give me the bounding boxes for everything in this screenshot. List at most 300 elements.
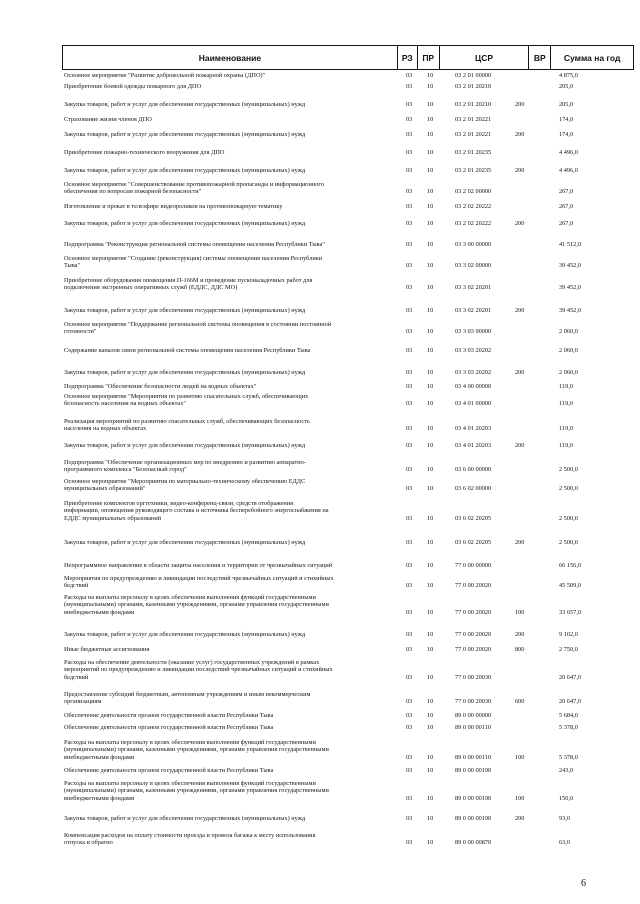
row-name [64,780,394,802]
row-name-line: подключения экстренных оперативных служб (ЕДДС, ДДС МО) [64,284,238,292]
row-csr: 03 3 03 20202 [455,347,492,354]
row-csr: 03 2 01 20221 [455,131,492,138]
row-rz: 03 [406,369,413,376]
table-row [62,418,634,433]
row-name [64,500,394,522]
row-rz: 03 [406,646,413,653]
row-sum: 267,0 [559,220,574,227]
row-name [64,646,394,653]
row-sum: 2 500,0 [559,466,578,474]
row-sum: 63,0 [559,839,571,847]
row-sum: 9 102,0 [559,631,578,638]
row-vr: 800 [515,646,525,653]
row-name-line: Закупка товаров, работ и услуг для обеспечения государственных (муниципальных) нужд [64,167,306,174]
row-rz: 03 [406,383,413,390]
row-pr: 10 [427,485,434,493]
table-row [62,203,634,210]
row-pr: 10 [427,262,434,270]
row-rz: 03 [406,673,413,681]
table-row [62,724,634,731]
row-name [64,539,394,546]
row-name [64,832,394,847]
row-csr: 03 4 00 00000 [455,383,492,390]
row-csr: 03 2 02 20222 [455,220,492,227]
row-rz: 03 [406,116,413,123]
row-name [64,631,394,638]
row-sum: 2 500,0 [559,539,578,546]
table-row [62,181,634,196]
table-row [62,307,634,314]
row-rz: 03 [406,794,413,802]
table-row [62,347,634,354]
row-name [64,131,394,138]
row-rz: 03 [406,442,413,449]
row-pr: 10 [427,188,434,196]
row-name [64,181,394,196]
row-csr: 03 6 00 00000 [455,466,492,474]
row-csr: 03 2 02 00000 [455,188,492,196]
row-csr: 03 4 01 00000 [455,400,492,408]
row-name [64,594,394,616]
row-pr: 10 [427,767,434,774]
header-name: Наименование [63,46,398,69]
row-name-line: Основное мероприятие "Развитие добровольной пожарной охраны (ДПО)" [64,72,266,79]
row-rz: 03 [406,608,413,616]
row-name [64,659,394,681]
row-name-line: Обеспечение деятельности органов государственной власти Республики Тыва [64,724,274,731]
row-sum: 119,0 [559,425,573,433]
table-row [62,459,634,474]
row-pr: 10 [427,307,434,314]
row-sum: 41 512,0 [559,241,582,248]
row-rz: 03 [406,582,413,590]
row-vr: 200 [515,369,525,376]
row-name [64,72,394,79]
row-csr: 03 3 03 00000 [455,328,492,336]
row-pr: 10 [427,582,434,590]
table-row [62,815,634,822]
row-pr: 10 [427,347,434,354]
row-name [64,691,394,706]
row-pr: 10 [427,514,434,522]
row-pr: 10 [427,131,434,138]
row-name [64,459,394,474]
row-name [64,149,394,156]
row-name-line: бедствий [64,582,89,590]
row-rz: 03 [406,425,413,433]
row-pr: 10 [427,101,434,108]
row-name [64,575,394,590]
row-sum: 33 657,0 [559,608,582,616]
row-name-line: Приобретение пожарно-технического вооружения для ДПО [64,149,225,156]
row-csr: 89 0 00 00110 [455,724,491,731]
row-pr: 10 [427,328,434,336]
row-name-line: Основное мероприятие "Поддержание региональной системы оповещения в состоянии постоянной [64,321,332,328]
row-name [64,369,394,376]
row-csr: 89 0 00 00870 [455,839,492,847]
row-sum: 20 647,0 [559,673,582,681]
row-rz: 03 [406,83,413,90]
row-name-line: (муниципальными) органами, казенными учреждениями, органами управления государственными [64,601,329,609]
row-rz: 03 [406,328,413,336]
row-rz: 03 [406,241,413,248]
row-csr: 03 4 01 20203 [455,442,492,449]
row-rz: 03 [406,101,413,108]
row-name-line: населения на водных объектах [64,425,147,433]
row-csr: 77 0 00 20020 [455,608,492,616]
row-csr: 77 0 00 00000 [455,562,492,569]
row-name-line: Компенсация расходов на оплату стоимости проезда и провоза багажа к месту использования [64,832,316,839]
row-name-line: муниципальных образований" [64,485,146,493]
table-row [62,101,634,108]
row-name-line: Закупка товаров, работ и услуг для обеспечения государственных (муниципальных) нужд [64,631,306,638]
row-rz: 03 [406,220,413,227]
table-row [62,383,634,390]
row-name-line: готовности" [64,328,97,336]
row-name [64,321,394,336]
row-rz: 03 [406,562,413,569]
row-sum: 5 378,0 [559,724,578,731]
row-name-line: Расходы на выплаты персоналу в целях обеспечения выполнения функций государственными [64,780,316,787]
row-name-line: Закупка товаров, работ и услуг для обеспечения государственных (муниципальных) нужд [64,539,306,546]
row-name-line: Обеспечение деятельности органов государственной власти Республики Тыва [64,767,274,774]
row-name [64,739,394,761]
row-csr: 03 2 02 20222 [455,203,492,210]
row-name-line: Закупка товаров, работ и услуг для обеспечения государственных (муниципальных) нужд [64,815,306,822]
row-pr: 10 [427,383,434,390]
row-vr: 600 [515,698,525,706]
row-name-line: внебюджетными фондами [64,608,135,616]
row-name-line: внебюджетными фондами [64,794,135,802]
row-name [64,347,394,354]
row-sum: 2 500,0 [559,514,578,522]
row-name [64,712,394,719]
row-pr: 10 [427,220,434,227]
row-sum: 205,0 [559,101,574,108]
row-csr: 89 0 00 00190 [455,794,492,802]
table-header [62,45,634,70]
row-rz: 03 [406,631,413,638]
table-row [62,562,634,569]
row-vr: 100 [515,794,525,802]
row-csr: 03 3 03 20202 [455,369,492,376]
row-sum: 2 750,0 [559,646,578,653]
row-name [64,383,394,390]
row-csr: 03 6 02 20205 [455,514,492,522]
row-name [64,220,394,227]
row-sum: 119,0 [559,442,573,449]
row-pr: 10 [427,72,434,79]
table-row [62,767,634,774]
row-sum: 2 060,0 [559,328,578,336]
table-row [62,646,634,653]
row-csr: 03 4 01 20203 [455,425,492,433]
table-row [62,832,634,847]
row-pr: 10 [427,241,434,248]
row-name-line: информации, оповещения руководящего состава и источника бесперебойного энергоснабжения на [64,507,329,515]
row-sum: 119,0 [559,383,573,390]
row-pr: 10 [427,284,434,292]
table-row [62,72,634,79]
row-name-line: безопасность населения на водных объектах" [64,400,186,408]
row-csr: 77 0 00 20020 [455,582,492,590]
row-sum: 243,0 [559,767,574,774]
table-row [62,780,634,802]
row-csr: 03 2 01 20221 [455,116,492,123]
row-name [64,203,394,210]
row-pr: 10 [427,442,434,449]
row-sum: 4 496,0 [559,149,578,156]
row-name [64,442,394,449]
row-name-line: мероприятий по предупреждению и ликвидации последствий чрезвычайных ситуаций и стихийных [64,666,333,674]
row-name-line: Страхование жизни членов ДПО [64,116,152,123]
row-name-line: Расходы на обеспечение деятельности (оказание услуг) государственных учреждений в рамках [64,659,320,666]
table-row [62,739,634,761]
row-pr: 10 [427,712,434,719]
row-rz: 03 [406,514,413,522]
row-name [64,562,394,569]
row-rz: 03 [406,753,413,761]
row-sum: 2 060,0 [559,369,578,376]
table-row [62,659,634,681]
row-name-line: (муниципальными) органами, казенными учреждениями, органами управления государственными [64,746,329,754]
row-name-line: Закупка товаров, работ и услуг для обеспечения государственных (муниципальных) нужд [64,369,306,376]
row-name-line: Закупка товаров, работ и услуг для обеспечения государственных (муниципальных) нужд [64,131,306,138]
row-name-line: Приобретение боевой одежды пожарного для ДПО [64,83,202,90]
row-vr: 100 [515,608,525,616]
row-name-line: программного комплекса "Безопасный город" [64,466,187,474]
row-name-line: Закупка товаров, работ и услуг для обеспечения государственных (муниципальных) нужд [64,220,306,227]
row-pr: 10 [427,369,434,376]
row-name-line: Основное мероприятие "Совершенствование противопожарной пропаганды и информационного [64,181,324,188]
row-name [64,418,394,433]
row-name-line: Изготовление и прокат в телеэфире видеороликов на противопожарную тематику [64,203,283,210]
row-csr: 03 6 02 00000 [455,485,492,493]
row-name [64,815,394,822]
row-name [64,167,394,174]
row-name-line: Расходы на выплаты персоналу в целях обеспечения выполнения функций государственными [64,739,316,746]
row-name-line: Приобретение комплектов оргтехники, видео-конференц-связи, средств отображения [64,500,293,507]
row-rz: 03 [406,815,413,822]
row-name-line: Приобретение оборудования оповещения П-166М и проведение пусконаладочных работ для [64,277,313,284]
row-name-line: Подпрограмма "Обеспечение безопасности людей на водных объектах" [64,383,257,390]
row-vr: 200 [515,220,525,227]
row-csr: 03 3 00 00000 [455,241,492,248]
row-csr: 89 0 00 00190 [455,815,492,822]
table-row [62,255,634,270]
row-sum: 39 452,0 [559,307,582,314]
row-csr: 03 2 01 20210 [455,83,492,90]
row-name-line: Закупка товаров, работ и услуг для обеспечения государственных (муниципальных) нужд [64,442,306,449]
table-row [62,167,634,174]
row-pr: 10 [427,815,434,822]
row-name-line: Подпрограмма "Обеспечение организационных мер по внедрению и развитию аппаратно- [64,459,306,466]
page-number: 6 [581,878,586,889]
table-row [62,442,634,449]
row-csr: 03 3 02 20201 [455,284,492,292]
row-rz: 03 [406,698,413,706]
row-sum: 2 060,0 [559,347,578,354]
row-name-line: бедствий [64,673,89,681]
row-name-line: Содержание каналов связи региональной системы оповещения населения Республики Тыва [64,347,311,354]
table-row [62,500,634,522]
row-name [64,241,394,248]
row-pr: 10 [427,631,434,638]
row-rz: 03 [406,167,413,174]
row-csr: 03 2 01 20210 [455,101,492,108]
row-name-line: Закупка товаров, работ и услуг для обеспечения государственных (муниципальных) нужд [64,307,306,314]
row-rz: 03 [406,724,413,731]
row-sum: 45 509,0 [559,582,582,590]
table-row [62,539,634,546]
table-row [62,575,634,590]
table-row [62,321,634,336]
row-csr: 89 0 00 00000 [455,712,492,719]
row-sum: 5 378,0 [559,753,578,761]
row-rz: 03 [406,149,413,156]
row-csr: 03 2 01 00000 [455,72,492,79]
table-row [62,116,634,123]
header-rz: РЗ [398,46,418,69]
row-csr: 77 0 00 20030 [455,698,492,706]
row-rz: 03 [406,72,413,79]
row-name-line: обеспечения по вопросам пожарной безопасности" [64,188,202,196]
row-sum: 119,0 [559,400,573,408]
row-pr: 10 [427,203,434,210]
header-vr: ВР [529,46,551,69]
row-pr: 10 [427,794,434,802]
row-csr: 03 2 01 20235 [455,167,492,174]
row-rz: 03 [406,262,413,270]
row-rz: 03 [406,284,413,292]
row-pr: 10 [427,724,434,731]
row-sum: 66 156,0 [559,562,582,569]
row-name [64,83,394,90]
row-name-line: Основное мероприятие "Мероприятия по материально-техническому обеспечению ЕДДС [64,478,306,485]
row-csr: 03 2 01 20235 [455,149,492,156]
table-row [62,369,634,376]
table-row [62,241,634,248]
row-pr: 10 [427,116,434,123]
table-row [62,478,634,493]
row-pr: 10 [427,425,434,433]
row-vr: 200 [515,539,525,546]
row-pr: 10 [427,539,434,546]
row-csr: 77 0 00 20020 [455,631,492,638]
row-pr: 10 [427,149,434,156]
row-name [64,101,394,108]
row-vr: 200 [515,307,525,314]
row-sum: 39 452,0 [559,284,582,292]
row-name [64,116,394,123]
row-name-line: Основное мероприятие "Мероприятия по развитию спасательных служб, обеспечивающих [64,393,309,400]
row-csr: 89 0 00 00110 [455,753,491,761]
row-rz: 03 [406,839,413,847]
row-pr: 10 [427,167,434,174]
row-sum: 150,0 [559,794,574,802]
table-row [62,393,634,408]
row-vr: 200 [515,442,525,449]
row-name [64,767,394,774]
row-sum: 93,0 [559,815,571,822]
row-name-line: Закупка товаров, работ и услуг для обеспечения государственных (муниципальных) нужд [64,101,306,108]
table-row [62,691,634,706]
row-name [64,307,394,314]
row-rz: 03 [406,203,413,210]
row-vr: 200 [515,101,525,108]
row-rz: 03 [406,485,413,493]
row-name-line: Иные бюджетные ассигнования [64,646,150,653]
header-sum: Сумма на год [563,52,621,63]
row-vr: 200 [515,131,525,138]
row-rz: 03 [406,767,413,774]
table-row [62,631,634,638]
row-rz: 03 [406,400,413,408]
table-row [62,712,634,719]
row-rz: 03 [406,188,413,196]
row-vr: 200 [515,631,525,638]
row-rz: 03 [406,307,413,314]
row-pr: 10 [427,400,434,408]
table-row [62,149,634,156]
row-name-line: Мероприятия по предупреждению и ликвидации последствий чрезвычайных ситуаций и стихийных [64,575,334,582]
row-vr: 100 [515,753,525,761]
row-csr: 03 6 02 20205 [455,539,492,546]
row-sum: 5 684,0 [559,712,578,719]
row-sum: 267,0 [559,203,574,210]
row-sum: 174,0 [559,116,574,123]
row-name [64,255,394,270]
row-name-line: организациям [64,698,102,706]
row-csr: 03 3 02 00000 [455,262,492,270]
row-rz: 03 [406,466,413,474]
row-name-line: Тыва" [64,262,81,270]
row-name [64,478,394,493]
row-csr: 77 0 00 20020 [455,646,492,653]
table-row [62,220,634,227]
row-name-line: Основное мероприятие "Создание (реконструкция) системы оповещения населения Республики [64,255,323,262]
row-sum: 4 496,0 [559,167,578,174]
row-name-line: (муниципальными) органами, казенными учреждениями, органами управления государственными [64,787,329,795]
row-name-line: Реализация мероприятий по развитию спасательных служб, обеспечивающих безопасность [64,418,310,425]
row-rz: 03 [406,539,413,546]
row-name [64,393,394,408]
row-name-line: Непрограммное направление в области защиты населения и территории от чрезвычайных ситуаций [64,562,333,569]
row-rz: 03 [406,347,413,354]
row-rz: 03 [406,712,413,719]
row-sum: 205,0 [559,83,574,90]
table-row [62,277,634,292]
row-pr: 10 [427,839,434,847]
row-sum: 267,0 [559,188,574,196]
row-name-line: внебюджетными фондами [64,753,135,761]
row-pr: 10 [427,83,434,90]
row-pr: 10 [427,753,434,761]
row-vr: 200 [515,815,525,822]
row-sum: 20 647,0 [559,698,582,706]
row-name [64,724,394,731]
row-pr: 10 [427,608,434,616]
table-row [62,83,634,90]
table-row [62,594,634,616]
row-csr: 89 0 00 00190 [455,767,492,774]
row-rz: 03 [406,131,413,138]
row-pr: 10 [427,673,434,681]
row-vr: 200 [515,167,525,174]
row-pr: 10 [427,466,434,474]
table-row [62,131,634,138]
row-csr: 03 3 02 20201 [455,307,492,314]
